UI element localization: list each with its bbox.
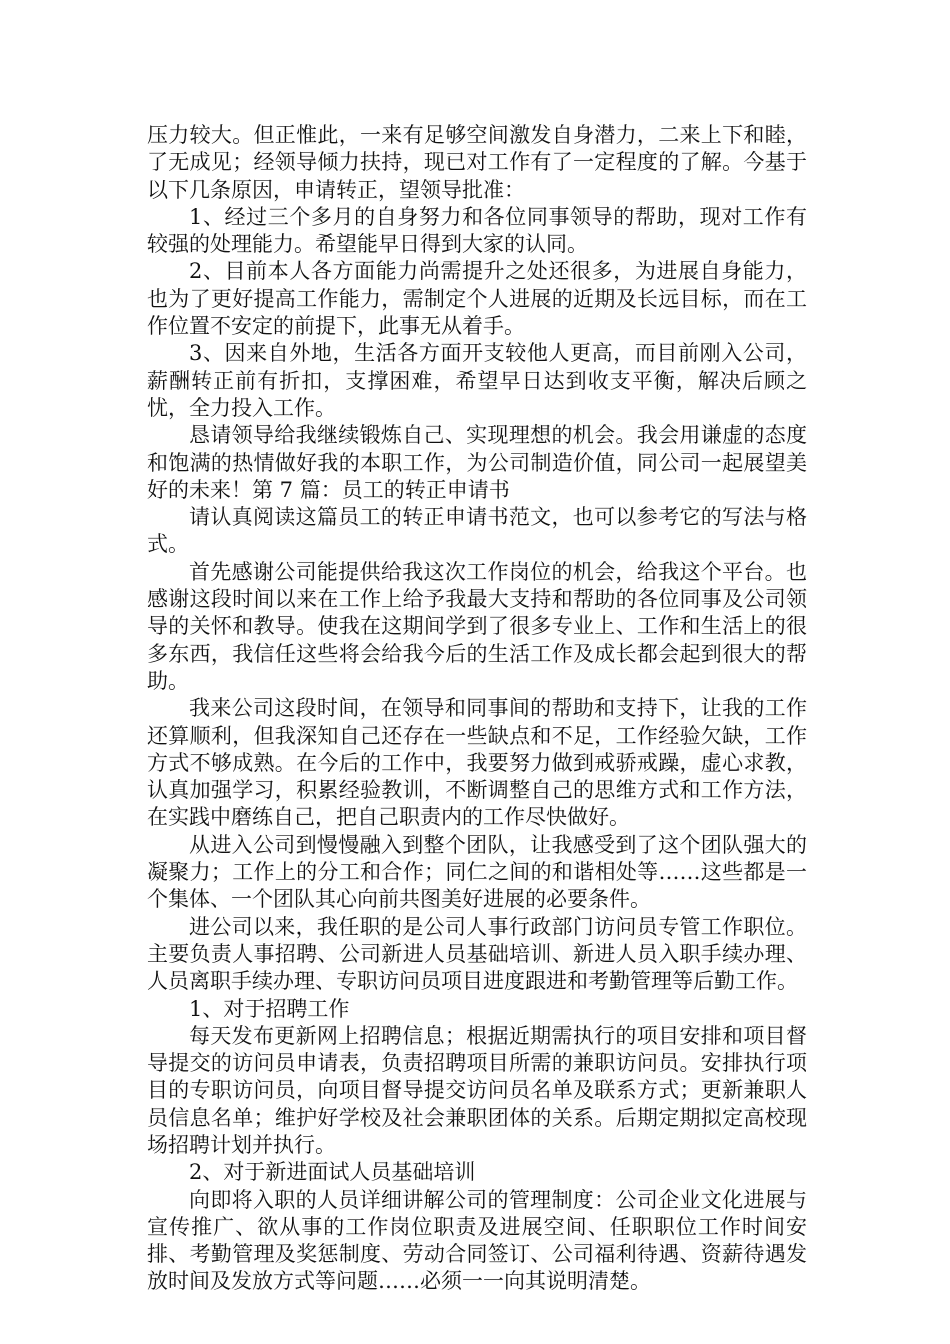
section-heading: 1、对于招聘工作: [189, 996, 350, 1021]
paragraph: 首先感谢公司能提供给我这次工作岗位的机会，给我这个平台。也感谢这段时间以来在工作上给予我最大支持和帮助的各位同事及公司领导的关怀和教导。使我在这期间学到了很多专业上、工作和生活上的很多东西，我信任这些将会给我今后的生活工作及成长都会起到很大的帮助。: [147, 559, 807, 693]
paragraph: 我来公司这段时间，在领导和同事间的帮助和支持下，让我的工作还算顺利，但我深知自己还存在一些缺点和不足，工作经验欠缺，工作方式不够成熟。在今后的工作中，我要努力做到戒骄戒躁，虚心求教，认真加强学习，积累经验教训，不断调整自己的思维方式和工作方法，在实践中磨练自己，把自己职责内的工作尽快做好。: [147, 696, 807, 830]
paragraph: 恳请领导给我继续锻炼自己、实现理想的机会。我会用谦虚的态度和饱满的热情做好我的本职工作，为公司制造价值，同公司一起展望美好的未来！第 7 篇：员工的转正申请书: [147, 423, 807, 502]
paragraph: 1、经过三个多月的自身努力和各位同事领导的帮助，现对工作有较强的处理能力。希望能早日得到大家的认同。: [147, 204, 807, 257]
document-body: [147, 122, 807, 1296]
paragraph: 向即将入职的人员详细讲解公司的管理制度：公司企业文化进展与宣传推广、欲从事的工作岗位职责及进展空间、任职职位工作时间安排、考勤管理及奖惩制度、劳动合同签订、公司福利待遇、资薪待遇发放时间及发放方式等问题……必须一一向其说明清楚。: [147, 1187, 807, 1294]
paragraph: 压力较大。但正惟此，一来有足够空间激发自身潜力，二来上下和睦，了无成见；经领导倾力扶持，现已对工作有了一定程度的了解。今基于以下几条原因，申请转正，望领导批准：: [147, 123, 807, 202]
paragraph: 从进入公司到慢慢融入到整个团队，让我感受到了这个团队强大的凝聚力；工作上的分工和合作；同仁之间的和谐相处等……这些都是一个集体、一个团队其心向前共图美好进展的必要条件。: [147, 832, 807, 912]
section-heading: 2、对于新进面试人员基础培训: [189, 1160, 476, 1185]
paragraph: 请认真阅读这篇员工的转正申请书范文，也可以参考它的写法与格式。: [147, 505, 807, 557]
paragraph: 2、目前本人各方面能力尚需提升之处还很多，为进展自身能力，也为了更好提高工作能力，需制定个人进展的近期及长远目标，而在工作位置不安定的前提下，此事无从着手。: [147, 259, 807, 339]
paragraph: 进公司以来，我任职的是公司人事行政部门访问员专管工作职位。主要负责人事招聘、公司新进人员基础培训、新进人员入职手续办理、人员离职手续办理、专职访问员项目进度跟进和考勤管理等后勤工作。: [147, 914, 807, 994]
paragraph: 3、因来自外地，生活各方面开支较他人更高，而目前刚入公司，薪酬转正前有折扣，支撑困难，希望早日达到收支平衡，解决后顾之忧，全力投入工作。: [147, 341, 807, 420]
paragraph: 每天发布更新网上招聘信息；根据近期需执行的项目安排和项目督导提交的访问员申请表，负责招聘项目所需的兼职访问员。安排执行项目的专职访问员，向项目督导提交访问员名单及联系方式；更新兼职人员信息名单；维护好学校及社会兼职团体的关系。后期定期拟定高校现场招聘计划并执行。: [147, 1023, 807, 1157]
